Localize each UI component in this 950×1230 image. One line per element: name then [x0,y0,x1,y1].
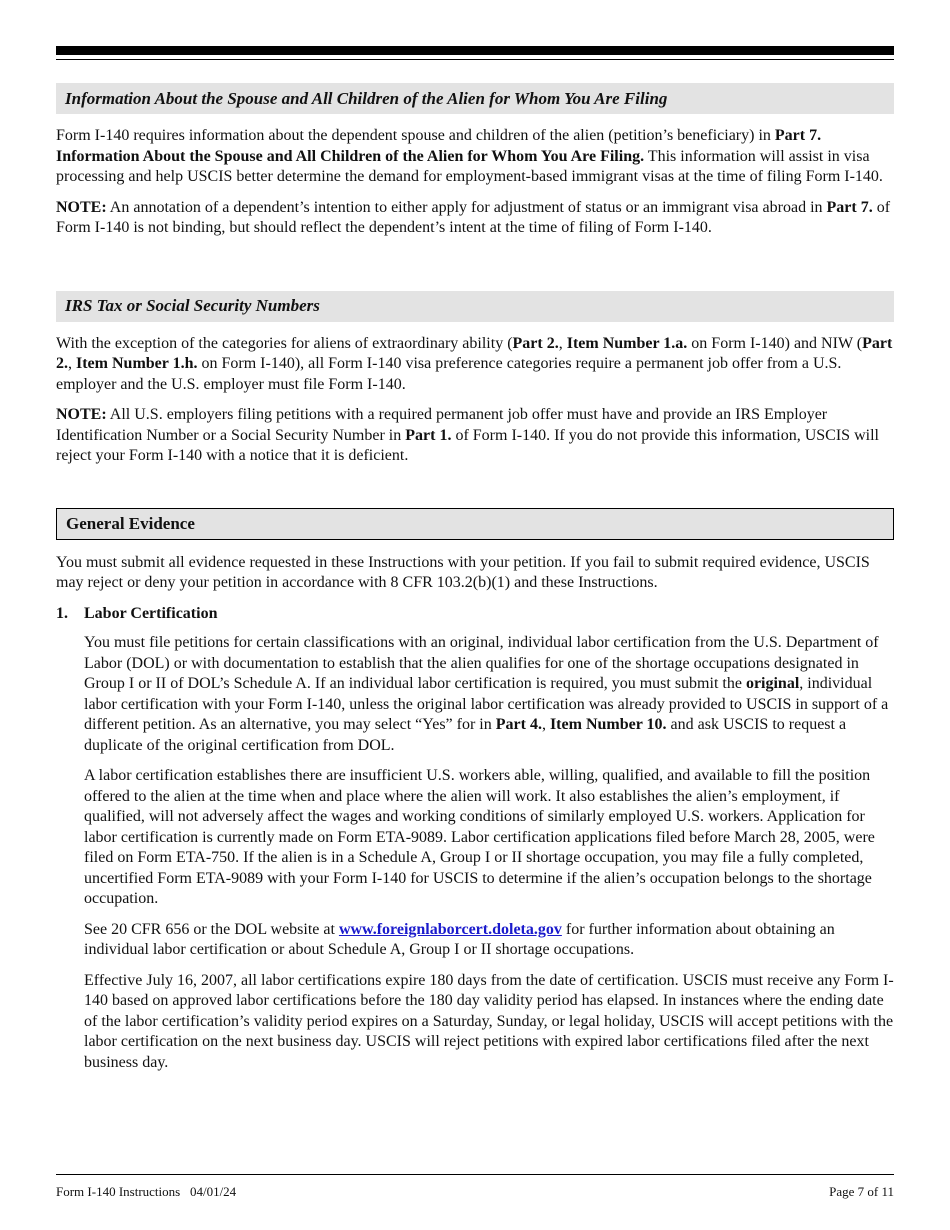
paragraph-labor-cert-requirement: You must file petitions for certain classifications with an original, individual labor certification from the U.S. Department of Labor (DOL) or with documentation to establish that the alien qualifies for one of the shortage occupations designated in Group I or II of DOL’s Schedule A. If an individual labor certification is required, you must submit the original, individual labor certification with your Form I-140, unless the original labor certification was already provided to USCIS in support of a different petition. As an alternative, you may select “Yes” for in Part 4., Item Number 10. and ask USCIS to request a duplicate of the original certification from DOL. [84,634,889,754]
item-number: 1. [56,604,68,622]
section-title: General Evidence [66,513,195,533]
note-label: NOTE: [56,406,107,423]
page-content [56,46,894,1073]
section-title: IRS Tax or Social Security Numbers [65,296,320,315]
header-thick-rule [56,46,894,55]
paragraph-dol-website: See 20 CFR 656 or the DOL website at www.foreignlaborcert.doleta.gov for further information about obtaining an individual labor certification or about Schedule A, Group I or II shortage occupations. [84,920,835,958]
section-heading-spouse-children [56,83,894,114]
paragraph-evidence-intro: You must submit all evidence requested in these Instructions with your petition. If you fail to submit required evidence, USCIS may reject or deny your petition in accordance with 8 CFR 103.2(b)(1) and these Instructions. [56,553,870,591]
footer-page-number: Page 7 of 11 [829,1184,894,1199]
section-heading-general-evidence [56,508,894,540]
footer-form-title: Form I-140 Instructions 04/01/24 [56,1184,237,1199]
paragraph-visa-categories: With the exception of the categories for aliens of extraordinary ability (Part 2., Item Number 1.a. on Form I-140) and NIW (Part 2., Item Number 1.h. on Form I-140), all Form I-140 visa preference categories require a permanent job offer from a U.S. employer and the U.S. employer must file Form I-140. [56,334,893,393]
note-employer-ein: NOTE: All U.S. employers filing petitions with a required permanent job offer must have and provide an IRS Employer Identification Number or a Social Security Number in Part 1. of Form I-140. If you do not provide this information, USCIS will reject your Form I-140 with a notice that it is deficient. [56,406,879,464]
note-dependent-intent: NOTE: An annotation of a dependent’s intention to either apply for adjustment of status or an immigrant visa abroad in Part 7. of Form I-140 is not binding, but should reflect the dependent’s intent at the time of filing of Form I-140. [56,198,891,236]
note-label: NOTE: [56,198,107,216]
section-heading-irs-tax [56,291,894,322]
dol-website-link[interactable]: www.foreignlaborcert.doleta.gov [338,920,562,938]
item-heading: Labor Certification [84,604,218,622]
section-title: Information About the Spouse and All Children of the Alien for Whom You Are Filing [65,88,668,108]
paragraph-spouse-info: Form I-140 requires information about the dependent spouse and children of the alien (petition’s beneficiary) in Part 7. Information About the Spouse and All Children of the Alien for Whom You Are Filing. This information will assist in visa processing and help USCIS better determine the demand for employment-based immigrant visas at the time of filing Form I-140. [56,127,883,185]
page-footer [56,1174,894,1200]
header-thin-rule [56,59,894,60]
footer-rule [56,1174,894,1175]
paragraph-labor-cert-purpose: A labor certification establishes there are insufficient U.S. workers able, willing, qualified, and available to fill the position offered to the alien at the time when and place where the alien will work. It also establishes the alien’s employment, if qualified, will not adversely affect the wages and working conditions of similarly employed U.S. workers. Application for labor certification is currently made on Form ETA-9089. Labor certification applications filed before March 28, 2005, were filed on Form ETA-750. If the alien is in a Schedule A, Group I or II shortage occupation, you may file a fully completed, uncertified Form ETA-9089 with your Form I-140 for USCIS to determine if the alien’s occupation belongs to the shortage occupation. [84,767,875,907]
list-item-labor-certification [56,604,894,625]
paragraph-cert-expiration: Effective July 16, 2007, all labor certifications expire 180 days from the date of certification. USCIS must receive any Form I-140 based on approved labor certifications before the 180 day validity period has elapsed. In instances where the ending date of the labor certification’s validity period expires on a Saturday, Sunday, or legal holiday, USCIS will accept petitions with the labor certification on the next business day. USCIS will reject petitions with expired labor certifications filed after the next business day. [84,971,894,1071]
